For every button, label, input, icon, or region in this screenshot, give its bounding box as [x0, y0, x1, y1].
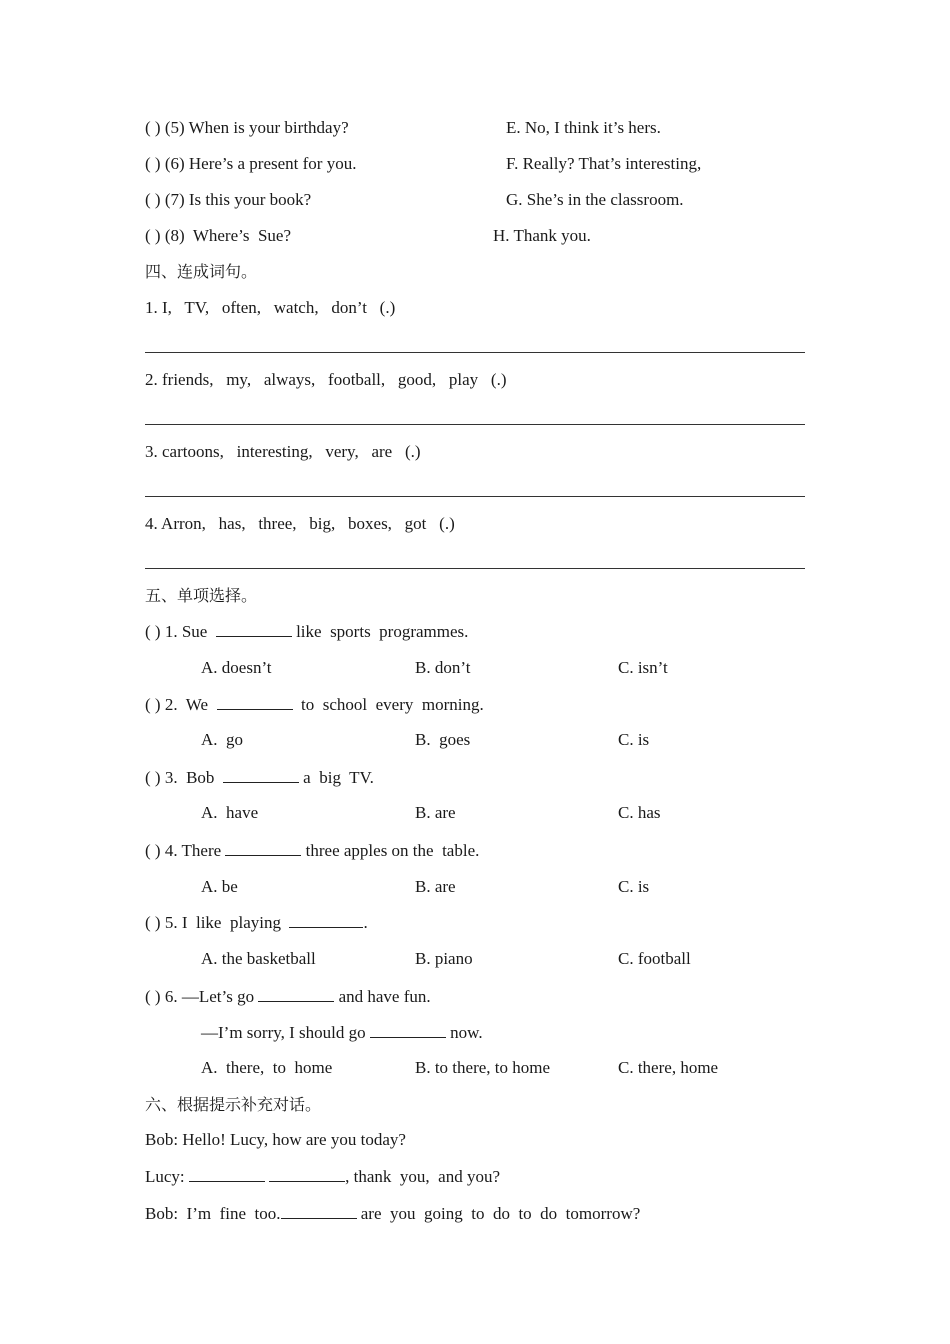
option-a[interactable]: A. be — [201, 877, 238, 896]
question-text: ( ) 1. Sue — [145, 622, 216, 641]
mc-question — [145, 912, 368, 933]
question-text: ( ) 3. Bob — [145, 768, 223, 787]
option-c[interactable]: C. is — [618, 730, 650, 749]
mc-question — [145, 767, 374, 788]
question-text: and have fun. — [334, 987, 431, 1006]
option-c[interactable]: C. is — [618, 877, 650, 896]
mc-question — [145, 840, 479, 861]
option-a[interactable]: A. have — [201, 803, 259, 822]
answer-line[interactable] — [145, 352, 805, 353]
option-c[interactable]: C. football — [618, 949, 691, 968]
option-a[interactable]: A. the basketball — [201, 949, 316, 968]
blank[interactable] — [281, 1203, 357, 1219]
blank[interactable] — [258, 986, 334, 1002]
matching-answer: G. She’s in the classroom. — [506, 190, 684, 209]
question-text: —I’m sorry, I should go — [201, 1023, 370, 1042]
blank[interactable] — [225, 840, 301, 856]
blank[interactable] — [370, 1022, 446, 1038]
option-a[interactable]: A. go — [201, 730, 244, 749]
section-heading: 六、根据提示补充对话。 — [145, 1095, 322, 1114]
option-b[interactable]: B. are — [415, 877, 456, 896]
question-text: three apples on the table. — [301, 841, 480, 860]
matching-answer: H. Thank you. — [493, 226, 591, 245]
matching-answer: F. Really? That’s interesting, — [506, 154, 702, 173]
word-order-item: 1. I, TV, often, watch, don’t (.) — [145, 298, 396, 317]
option-b[interactable]: B. to there, to home — [415, 1058, 551, 1077]
question-text: ( ) 2. We — [145, 695, 217, 714]
option-a[interactable]: A. there, to home — [201, 1058, 333, 1077]
blank[interactable] — [217, 694, 293, 710]
blank[interactable] — [289, 912, 363, 928]
matching-question: ( ) (6) Here’s a present for you. — [145, 154, 357, 173]
word-order-item: 4. Arron, has, three, big, boxes, got (.) — [145, 514, 455, 533]
option-b[interactable]: B. don’t — [415, 658, 471, 677]
blank[interactable] — [223, 767, 299, 783]
matching-answer: E. No, I think it’s hers. — [506, 118, 661, 137]
answer-line[interactable] — [145, 568, 805, 569]
mc-question — [145, 986, 431, 1007]
question-text: a big TV. — [298, 768, 374, 787]
matching-question: ( ) (5) When is your birthday? — [145, 118, 349, 137]
speaker-text: Lucy: — [145, 1167, 189, 1186]
dialogue-line: Bob: Hello! Lucy, how are you today? — [145, 1130, 406, 1149]
word-order-item: 2. friends, my, always, football, good, play (.) — [145, 370, 507, 389]
answer-line[interactable] — [145, 424, 805, 425]
blank[interactable] — [189, 1166, 265, 1182]
mc-question — [145, 621, 468, 642]
option-b[interactable]: B. goes — [415, 730, 471, 749]
blank[interactable] — [216, 621, 292, 637]
option-a[interactable]: A. doesn’t — [201, 658, 272, 677]
blank[interactable] — [269, 1166, 345, 1182]
question-text: to school every morning. — [292, 695, 484, 714]
option-c[interactable]: C. there, home — [618, 1058, 719, 1077]
question-text: ( ) 4. There — [145, 841, 226, 860]
option-c[interactable]: C. isn’t — [618, 658, 668, 677]
option-b[interactable]: B. piano — [415, 949, 473, 968]
question-text: ( ) 5. I like playing — [145, 913, 290, 932]
option-b[interactable]: B. are — [415, 803, 456, 822]
answer-line[interactable] — [145, 496, 805, 497]
dialogue-line — [145, 1203, 640, 1224]
question-text: ( ) 6. —Let’s go — [145, 987, 259, 1006]
question-text: like sports programmes. — [291, 622, 469, 641]
section-heading: 四、连成词句。 — [145, 262, 258, 281]
dialogue-text: , thank you, and you? — [345, 1167, 501, 1186]
dialogue-line — [145, 1166, 500, 1187]
matching-question: ( ) (8) Where’s Sue? — [145, 226, 292, 245]
question-text: now. — [445, 1023, 483, 1042]
mc-question — [145, 694, 484, 715]
mc-question-reply — [201, 1022, 483, 1043]
option-c[interactable]: C. has — [618, 803, 661, 822]
question-text: . — [363, 913, 368, 932]
section-heading: 五、单项选择。 — [145, 586, 258, 605]
dialogue-text: are you going to do to do tomorrow? — [356, 1204, 641, 1223]
word-order-item: 3. cartoons, interesting, very, are (.) — [145, 442, 421, 461]
matching-question: ( ) (7) Is this your book? — [145, 190, 312, 209]
speaker-text: Bob: I’m fine too. — [145, 1204, 281, 1223]
